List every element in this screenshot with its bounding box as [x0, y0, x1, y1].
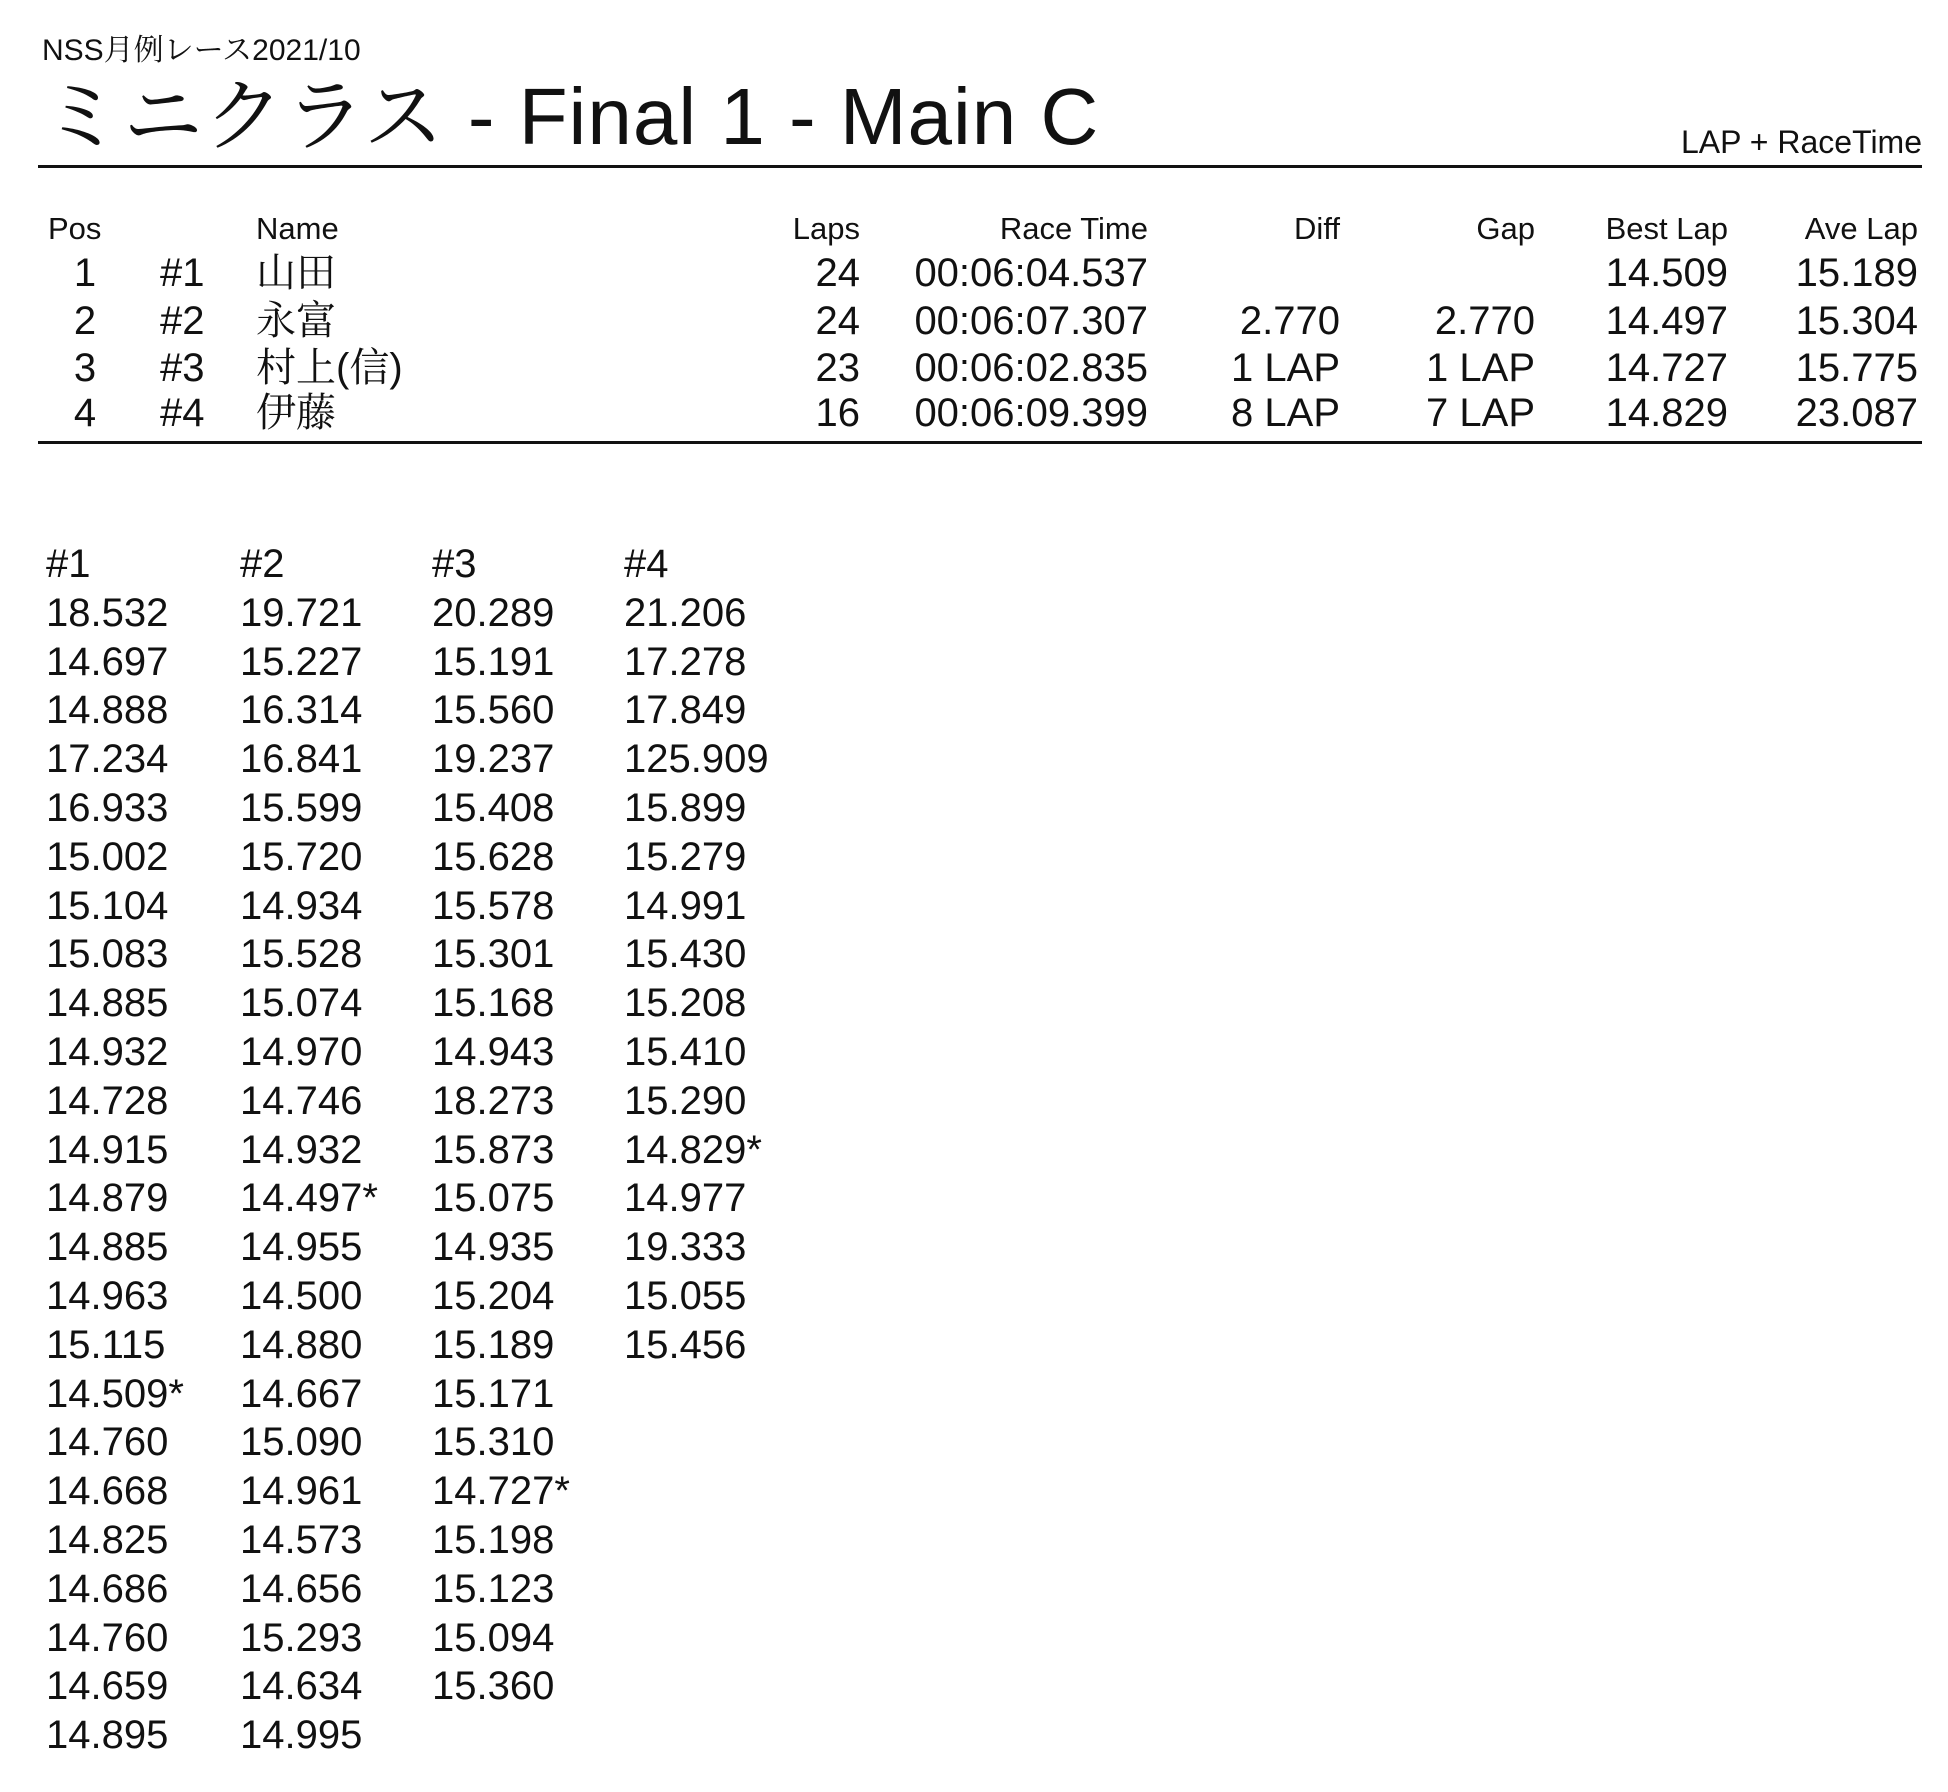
- lap-time: 14.915: [46, 1127, 169, 1172]
- lap-time: 15.115: [46, 1322, 166, 1367]
- column-header-ave-lap: Ave Lap: [1804, 211, 1918, 246]
- event-label: NSS月例レース2021/10: [42, 34, 361, 67]
- result-pos: 2: [73, 299, 97, 343]
- lap-time: 15.310: [432, 1420, 555, 1465]
- lap-time: 15.208: [624, 981, 747, 1026]
- lap-time: 14.634: [240, 1664, 363, 1709]
- lap-time: 15.171: [432, 1371, 555, 1416]
- result-laps: 16: [815, 391, 860, 435]
- result-laps: 24: [815, 299, 860, 343]
- lap-column-header: #1: [46, 542, 91, 586]
- result-driver-name: 伊藤: [256, 391, 336, 435]
- lap-time: 15.075: [432, 1176, 555, 1221]
- lap-column-car-4: [624, 540, 814, 1370]
- lap-time: 15.301: [432, 932, 555, 977]
- lap-column-car-2: [240, 540, 430, 1760]
- lap-time: 17.234: [46, 737, 169, 782]
- result-race-time: 00:06:07.307: [914, 299, 1148, 343]
- column-header-pos: Pos: [48, 211, 102, 246]
- lap-time: 19.721: [240, 590, 363, 635]
- lap-time: 14.668: [46, 1469, 169, 1514]
- lap-time: 15.899: [624, 785, 747, 830]
- lap-time: 14.961: [240, 1469, 363, 1514]
- result-pos: 4: [73, 391, 97, 435]
- lap-time: 14.829*: [624, 1127, 762, 1172]
- result-ave-lap: 15.189: [1795, 251, 1918, 295]
- lap-time: 21.206: [624, 590, 747, 635]
- result-diff: 2.770: [1239, 299, 1340, 343]
- lap-time: 14.995: [240, 1713, 363, 1758]
- lap-time: 15.290: [624, 1078, 747, 1123]
- result-driver-name: 永富: [256, 299, 336, 343]
- result-diff: 8 LAP: [1231, 391, 1340, 435]
- lap-time: 15.628: [432, 834, 555, 879]
- lap-time: 19.237: [432, 737, 555, 782]
- column-header-best-lap: Best Lap: [1605, 211, 1728, 246]
- lap-time: 15.227: [240, 639, 363, 684]
- lap-time: 19.333: [624, 1225, 747, 1270]
- lap-column-car-3: [432, 540, 622, 1711]
- lap-time: 16.841: [240, 737, 363, 782]
- result-best-lap: 14.829: [1605, 391, 1728, 435]
- lap-time: 14.885: [46, 1225, 169, 1270]
- result-ave-lap: 15.775: [1795, 346, 1918, 390]
- result-laps: 24: [815, 251, 860, 295]
- result-best-lap: 14.497: [1605, 299, 1728, 343]
- result-ave-lap: 15.304: [1795, 299, 1918, 343]
- result-laps: 23: [815, 346, 860, 390]
- lap-time: 14.509*: [46, 1371, 184, 1416]
- lap-time: 15.578: [432, 883, 555, 928]
- result-race-time: 00:06:02.835: [914, 346, 1148, 390]
- lap-time: 14.727*: [432, 1469, 570, 1514]
- lap-time: 15.074: [240, 981, 363, 1026]
- lap-time: 14.659: [46, 1664, 169, 1709]
- lap-time: 15.408: [432, 785, 555, 830]
- lap-time: 15.002: [46, 834, 169, 879]
- lap-time: 15.360: [432, 1664, 555, 1709]
- lap-column-header: #3: [432, 542, 477, 586]
- lap-time: 14.500: [240, 1273, 363, 1318]
- lap-time: 14.497*: [240, 1176, 378, 1221]
- lap-column-header: #2: [240, 542, 285, 586]
- lap-time: 14.667: [240, 1371, 363, 1416]
- lap-time: 14.932: [46, 1029, 169, 1074]
- lap-time: 14.728: [46, 1078, 169, 1123]
- result-gap: 2.770: [1434, 299, 1535, 343]
- lap-time: 14.697: [46, 639, 169, 684]
- column-header-diff: Diff: [1294, 211, 1340, 246]
- lap-time: 14.991: [624, 883, 747, 928]
- lap-time: 14.760: [46, 1420, 169, 1465]
- lap-time: 15.599: [240, 785, 363, 830]
- lap-time: 15.104: [46, 883, 169, 928]
- lap-time: 15.123: [432, 1566, 555, 1611]
- lap-time: 15.528: [240, 932, 363, 977]
- result-diff: 1 LAP: [1231, 346, 1340, 390]
- result-pos: 1: [73, 251, 97, 295]
- column-header-gap: Gap: [1476, 211, 1535, 246]
- result-race-time: 00:06:04.537: [914, 251, 1148, 295]
- lap-time: 14.970: [240, 1029, 363, 1074]
- lap-time: 14.963: [46, 1273, 169, 1318]
- lap-time: 15.191: [432, 639, 555, 684]
- lap-time: 16.933: [46, 785, 169, 830]
- lap-time: 15.189: [432, 1322, 555, 1367]
- lap-time: 14.746: [240, 1078, 363, 1123]
- lap-time: 17.849: [624, 688, 747, 733]
- lap-time: 14.895: [46, 1713, 169, 1758]
- lap-time: 18.532: [46, 590, 169, 635]
- lap-time: 14.977: [624, 1176, 747, 1221]
- lap-time: 15.410: [624, 1029, 747, 1074]
- column-header-name: Name: [256, 211, 339, 246]
- result-car-number: #4: [160, 391, 205, 435]
- column-header-race-time: Race Time: [999, 211, 1148, 246]
- lap-column-header: #4: [624, 542, 669, 586]
- lap-time: 14.573: [240, 1517, 363, 1562]
- lap-time: 14.934: [240, 883, 363, 928]
- lap-time: 15.560: [432, 688, 555, 733]
- lap-time: 15.083: [46, 932, 169, 977]
- result-gap: 1 LAP: [1426, 346, 1535, 390]
- lap-time: 15.456: [624, 1322, 747, 1367]
- lap-time: 15.293: [240, 1615, 363, 1660]
- lap-time: 14.955: [240, 1225, 363, 1270]
- lap-time: 17.278: [624, 639, 747, 684]
- result-best-lap: 14.509: [1605, 251, 1728, 295]
- lap-time: 14.825: [46, 1517, 169, 1562]
- page-title: ミニクラス - Final 1 - Main C: [42, 72, 1100, 161]
- result-gap: 7 LAP: [1426, 391, 1535, 435]
- result-car-number: #1: [160, 251, 205, 295]
- lap-time: 16.314: [240, 688, 363, 733]
- result-ave-lap: 23.087: [1795, 391, 1918, 435]
- lap-time: 125.909: [624, 737, 769, 782]
- lap-time: 20.289: [432, 590, 555, 635]
- lap-time: 15.168: [432, 981, 555, 1026]
- lap-time: 14.932: [240, 1127, 363, 1172]
- lap-column-car-1: [46, 540, 236, 1760]
- lap-time: 15.430: [624, 932, 747, 977]
- result-car-number: #2: [160, 299, 205, 343]
- result-car-number: #3: [160, 346, 205, 390]
- lap-time: 14.879: [46, 1176, 169, 1221]
- lap-time: 14.656: [240, 1566, 363, 1611]
- result-driver-name: 村上(信): [256, 346, 403, 390]
- report-type-label: LAP + RaceTime: [1681, 124, 1922, 160]
- lap-time: 14.943: [432, 1029, 555, 1074]
- lap-time: 15.094: [432, 1615, 555, 1660]
- result-race-time: 00:06:09.399: [914, 391, 1148, 435]
- lap-time: 14.760: [46, 1615, 169, 1660]
- result-pos: 3: [73, 346, 97, 390]
- lap-time: 14.885: [46, 981, 169, 1026]
- lap-times-sheet: [0, 540, 1948, 1780]
- lap-time: 15.055: [624, 1273, 747, 1318]
- results-table: [0, 0, 1948, 460]
- lap-time: 15.204: [432, 1273, 555, 1318]
- result-driver-name: 山田: [256, 251, 336, 295]
- lap-time: 18.273: [432, 1078, 555, 1123]
- result-best-lap: 14.727: [1605, 346, 1728, 390]
- lap-time: 14.935: [432, 1225, 555, 1270]
- results-divider: [38, 441, 1922, 444]
- lap-time: 14.880: [240, 1322, 363, 1367]
- lap-time: 15.873: [432, 1127, 555, 1172]
- lap-time: 15.198: [432, 1517, 555, 1562]
- lap-time: 15.090: [240, 1420, 363, 1465]
- lap-time: 14.686: [46, 1566, 169, 1611]
- lap-time: 14.888: [46, 688, 169, 733]
- lap-time: 15.279: [624, 834, 747, 879]
- column-header-laps: Laps: [792, 211, 860, 246]
- lap-time: 15.720: [240, 834, 363, 879]
